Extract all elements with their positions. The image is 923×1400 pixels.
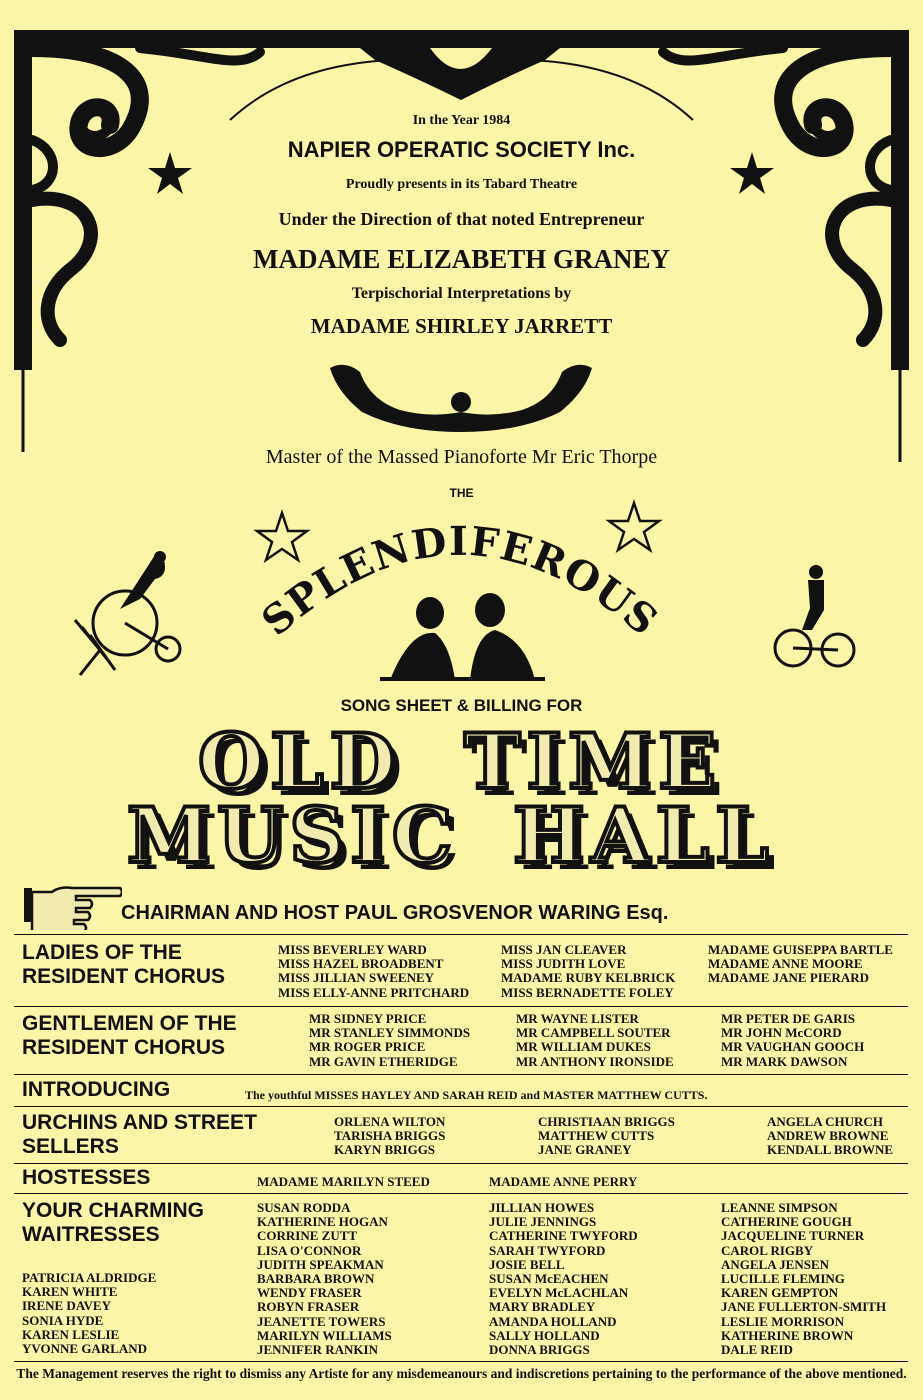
song-sheet-line: SONG SHEET & BILLING FOR [340,696,583,715]
cast-name: LISA O'CONNOR [257,1242,362,1258]
cast-name: MADAME MARILYN STEED [257,1174,430,1189]
cast-name: JANE GRANEY [538,1142,632,1158]
cast-name: MATTHEW CUTTS [538,1128,655,1144]
cast-name: MR VAUGHAN GOOCH [721,1039,865,1055]
section-rule [14,1193,908,1194]
direction-line: Under the Direction of that noted Entrepreneur [278,209,645,229]
cast-name: KAREN GEMPTON [721,1285,839,1301]
star-icon [609,503,659,550]
gentlemen-col-2 [516,1012,674,1069]
cast-name: TARISHA BRIGGS [334,1128,446,1144]
cast-name: MADAME ANNE PERRY [489,1174,638,1189]
urchins-col-3 [767,1115,893,1158]
waitresses-col-0 [22,1271,156,1356]
cast-name: KAREN WHITE [22,1284,118,1300]
cast-name: CAROL RIGBY [721,1242,814,1258]
introducing-text: The youthful MISSES HAYLEY AND SARAH REID and MASTER MATTHEW CUTTS. [245,1088,708,1102]
cast-name: JUDITH SPEAKMAN [257,1256,384,1272]
cast-name: KATHERINE BROWN [721,1327,854,1343]
cast-name: JULIE JENNINGS [489,1214,597,1230]
cast-name: ANDREW BROWNE [767,1128,889,1144]
title-word-time: TIME [464,717,723,806]
waitresses-col-2 [489,1201,638,1357]
pianoforte-line: Master of the Massed Pianoforte Mr Eric Thorpe [265,446,658,468]
cast-name: MARY BRADLEY [489,1299,596,1315]
cast-name: MADAME ANNE MOORE [708,956,863,972]
waitresses-col-3 [721,1201,886,1357]
cast-name: MADAME RUBY KELBRICK [501,970,676,986]
cast-name: MISS JUDITH LOVE [501,956,626,972]
cast-name: MR WAYNE LISTER [516,1011,639,1026]
cast-name: MR WILLIAM DUKES [516,1039,651,1055]
ladies-col-3 [708,943,893,986]
cast-name: CORRINE ZUTT [257,1228,358,1244]
waitresses-col-1 [257,1201,392,1357]
cast-name: ORLENA WILTON [334,1114,446,1129]
cast-name: MISS JAN CLEAVER [501,942,627,957]
pointing-hand-icon [22,880,122,930]
cast-name: BARBARA BROWN [257,1271,375,1287]
urchins-col-2 [538,1115,675,1158]
cast-name: DALE REID [721,1342,793,1358]
cast-name: CATHERINE GOUGH [721,1214,852,1230]
section-rule [14,1006,908,1007]
cast-name: LESLIE MORRISON [721,1313,845,1329]
terpsichorean-line: Terpischorial Interpretations by [351,285,572,302]
hostesses-heading: HOSTESSES [22,1166,151,1189]
cast-name: ROBYN FRASER [257,1299,360,1315]
ladies-chorus-heading: LADIES OF THE RESIDENT CHORUS [22,941,226,988]
cast-name: MISS BEVERLEY WARD [278,942,427,957]
ladies-col-1 [278,943,469,1000]
cast-name: LEANNE SIMPSON [721,1200,838,1215]
cast-name: MR GAVIN ETHERIDGE [309,1053,458,1069]
cast-name: SUSAN RODDA [257,1200,351,1215]
section-rule [14,934,908,935]
cast-name: JILLIAN HOWES [489,1200,595,1215]
cast-name: ANGELA CHURCH [767,1114,883,1129]
cast-name: JANE FULLERTON-SMITH [721,1299,887,1315]
cast-name: SONIA HYDE [22,1312,104,1328]
cast-name: MADAME GUISEPPA BARTLE [708,942,893,957]
cast-name: DONNA BRIGGS [489,1342,590,1358]
section-rule [14,1163,908,1164]
gentlemen-col-1 [309,1012,470,1069]
cast-name: CHRISTIAAN BRIGGS [538,1114,675,1129]
ladies-col-2 [501,943,675,1000]
cast-name: KARYN BRIGGS [334,1142,436,1158]
garland-ornament [330,365,592,432]
couple-illustration [380,593,545,681]
cast-name: JEANETTE TOWERS [257,1313,386,1329]
svg-text:SPLENDIFEROUS [253,518,667,645]
section-rule [14,1361,908,1362]
cast-name: KATHERINE HOGAN [257,1214,388,1230]
cast-name: MR MARK DAWSON [721,1053,848,1069]
cast-name: PATRICIA ALDRIDGE [22,1270,157,1285]
urchins-col-1 [334,1115,445,1158]
penny-farthing-icon [70,545,190,685]
cast-name: MISS ELLY-ANNE PRITCHARD [278,984,470,1000]
title-word-music: MUSIC [127,791,459,880]
cast-name: SARAH TWYFORD [489,1242,606,1258]
hostesses-col-2 [489,1175,637,1189]
management-disclaimer: The Management reserves the right to dismiss any Artiste for any misdemeanours and indiscretions pertaining to the performance of the above mentioned. [16,1366,907,1381]
cast-name: LUCILLE FLEMING [721,1271,845,1287]
cast-name: JENNIFER RANKIN [257,1342,378,1358]
cast-name: MR ROGER PRICE [309,1039,426,1055]
cast-name: MARILYN WILLIAMS [257,1327,392,1343]
cast-name: MR PETER DE GARIS [721,1011,855,1026]
ornamental-frame [0,0,923,470]
cast-name: JOSIE BELL [489,1256,565,1272]
year-line: In the Year 1984 [412,113,511,128]
the-label: THE [449,486,474,500]
choreographer-name: MADAME SHIRLEY JARRETT [310,314,613,338]
cast-name: SALLY HOLLAND [489,1327,600,1343]
introducing-heading: INTRODUCING [22,1078,171,1101]
cast-name: CATHERINE TWYFORD [489,1228,638,1244]
cast-name: MISS BERNADETTE FOLEY [501,984,674,1000]
cast-name: YVONNE GARLAND [22,1341,148,1357]
tricycle-icon [768,560,863,675]
section-rule [14,1106,908,1107]
cast-name: JACQUELINE TURNER [721,1228,865,1244]
cast-name: MISS JILLIAN SWEENEY [278,970,435,986]
splendiferous-title: SPLENDIFEROUS [252,517,668,646]
cast-name: MISS HAZEL BROADBENT [278,956,444,972]
society-name: NAPIER OPERATIC SOCIETY Inc. [287,137,636,162]
urchins-heading: URCHINS AND STREET SELLERS [22,1111,257,1158]
cast-name: KENDALL BROWNE [767,1142,894,1158]
cast-name: ANGELA JENSEN [721,1256,829,1272]
cast-name: MR CAMPBELL SOUTER [516,1025,671,1041]
cast-name: SUSAN McEACHEN [489,1271,609,1287]
gentlemen-col-3 [721,1012,864,1069]
top-crest-ornament [230,39,693,120]
cast-name: MR JOHN McCORD [721,1025,842,1041]
cast-name: EVELYN McLACHLAN [489,1285,629,1301]
cast-name: KAREN LESLIE [22,1326,120,1342]
section-rule [14,1074,908,1075]
cast-name: WENDY FRASER [257,1285,362,1301]
cast-name: MR STANLEY SIMMONDS [309,1025,471,1041]
splendiferous-art [240,495,680,695]
cast-name: MR SIDNEY PRICE [309,1011,427,1026]
waitresses-heading: YOUR CHARMING WAITRESSES [22,1199,204,1246]
cast-name: MADAME JANE PIERARD [708,970,870,986]
star-icon [257,513,307,560]
title-word-old: OLD [198,717,402,806]
cast-name: AMANDA HOLLAND [489,1313,617,1329]
presents-line: Proudly presents in its Tabard Theatre [345,177,578,192]
director-name: MADAME ELIZABETH GRANEY [252,244,671,274]
cast-name: IRENE DAVEY [22,1298,111,1314]
chairman-line: CHAIRMAN AND HOST PAUL GROSVENOR WARING Esq. [121,902,669,924]
cast-name: MR ANTHONY IRONSIDE [516,1053,674,1069]
title-word-hall: HALL [513,791,775,880]
gentlemen-chorus-heading: GENTLEMEN OF THE RESIDENT CHORUS [22,1012,237,1059]
hostesses-col-1 [257,1175,430,1189]
